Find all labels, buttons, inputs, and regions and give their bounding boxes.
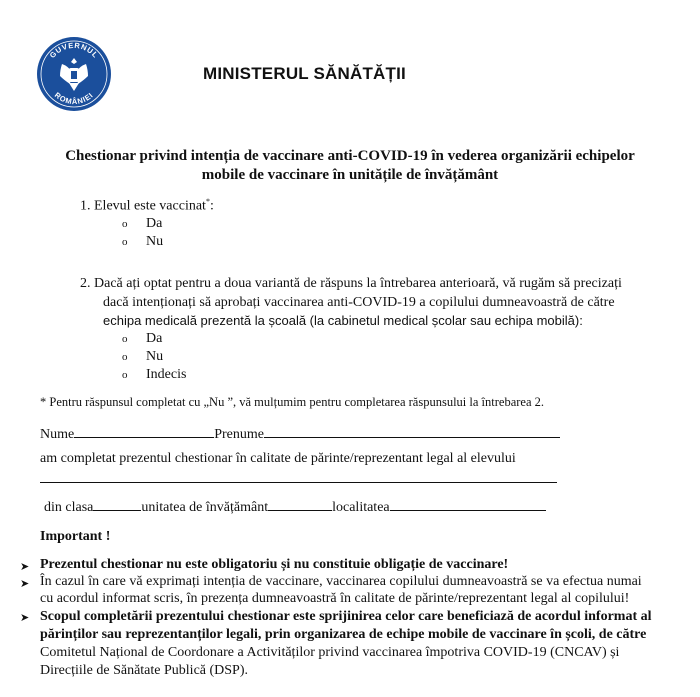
document-title-line-1: Chestionar privind intenția de vaccinare anti-COVID-19 în vederea organizării echipelor [65, 148, 635, 164]
important-bullet-2-line-2: cu acordul informat scris, în prezența dumneavoastră în calitate de părinte/reprezentant legal al copilului! [40, 591, 630, 606]
important-bullet-3-line-3: Comitetul Național de Coordonare a Activităților privind vaccinarea împotriva COVID-19 (CNCAV) și [40, 645, 620, 660]
class-field[interactable] [93, 498, 141, 511]
question-1-label: 1. Elevul este vaccinat [80, 198, 206, 214]
locality-field[interactable] [390, 498, 546, 511]
question-2-line-3: echipa medicală prezentă la școală (la cabinetul medical școlar sau echipa mobilă): [103, 313, 583, 328]
q1-option-da[interactable] [122, 216, 162, 232]
important-heading: Important ! [40, 529, 111, 544]
surname-label: Prenume [214, 427, 264, 442]
option-label: Nu [146, 234, 164, 249]
school-label: unitatea de învățământ [141, 500, 269, 515]
class-school-row [44, 498, 546, 516]
arrow-bullet-icon: ➤ [20, 612, 30, 624]
option-label: Da [146, 216, 163, 231]
circle-bullet-icon: o [122, 236, 128, 248]
seal-text-bottom: ROMÂNIEI [52, 90, 96, 107]
circle-bullet-icon: o [122, 218, 128, 230]
question-2-line-1: 2. Dacă ați optat pentru a doua variantă de răspuns la întrebarea anterioară, vă rugăm să precizați [80, 276, 622, 291]
question-1-colon: : [209, 198, 214, 214]
completed-as-text: am completat prezentul chestionar în calitate de părinte/reprezentant legal al elevului [40, 451, 516, 466]
circle-bullet-icon: o [122, 369, 128, 381]
ministry-heading: MINISTERUL SĂNĂTĂȚII [203, 64, 406, 83]
school-field[interactable] [268, 498, 332, 511]
name-row [40, 425, 560, 443]
arrow-bullet-icon: ➤ [20, 561, 30, 573]
document-title-line-2: mobile de vaccinare în unitățile de învățământ [201, 167, 499, 183]
important-bullet-2-line-1: În cazul în care vă exprimați intenția de vaccinare, vaccinarea copilului dumneavoastră se va efectua numai [40, 574, 642, 589]
circle-bullet-icon: o [122, 351, 128, 363]
name-field[interactable] [74, 425, 214, 438]
q2-option-da[interactable] [122, 331, 162, 347]
class-label: din clasa [44, 500, 94, 515]
question-1 [80, 197, 214, 215]
circle-bullet-icon: o [122, 333, 128, 345]
option-label: Indecis [146, 367, 187, 382]
footnote-mark: * [205, 197, 210, 206]
government-seal-icon [36, 36, 112, 112]
option-label: Da [146, 331, 163, 346]
important-bullet-3-line-1: Scopul completării prezentului chestionar este sprijinirea celor care beneficiază de acordul informat al [40, 609, 652, 624]
question-2-line-2: dacă intenționați să aprobați vaccinarea anti-COVID-19 a copilului dumneavoastră de către [103, 295, 615, 310]
q1-option-nu[interactable] [122, 234, 163, 250]
footnote: * Pentru răspunsul completat cu „Nu ”, vă mulțumim pentru completarea răspunsului la întrebarea 2. [40, 395, 545, 409]
important-bullet-3-line-4: Direcțiile de Sănătate Publică (DSP). [40, 663, 248, 678]
seal-text-top: GUVERNUL [47, 40, 101, 60]
name-label: Nume [40, 427, 75, 442]
surname-field[interactable] [264, 425, 560, 438]
student-name-field[interactable] [40, 482, 557, 483]
important-bullet-3-line-2: părinților sau reprezentanților legali, prin organizarea de echipe mobile de vaccinare în școli, de către [40, 627, 647, 642]
important-bullet-1: Prezentul chestionar nu este obligatoriu și nu constituie obligație de vaccinare! [40, 557, 509, 572]
q2-option-indecis[interactable] [122, 367, 186, 383]
arrow-bullet-icon: ➤ [20, 578, 30, 590]
option-label: Nu [146, 349, 164, 364]
q2-option-nu[interactable] [122, 349, 163, 365]
locality-label: localitatea [332, 500, 390, 515]
